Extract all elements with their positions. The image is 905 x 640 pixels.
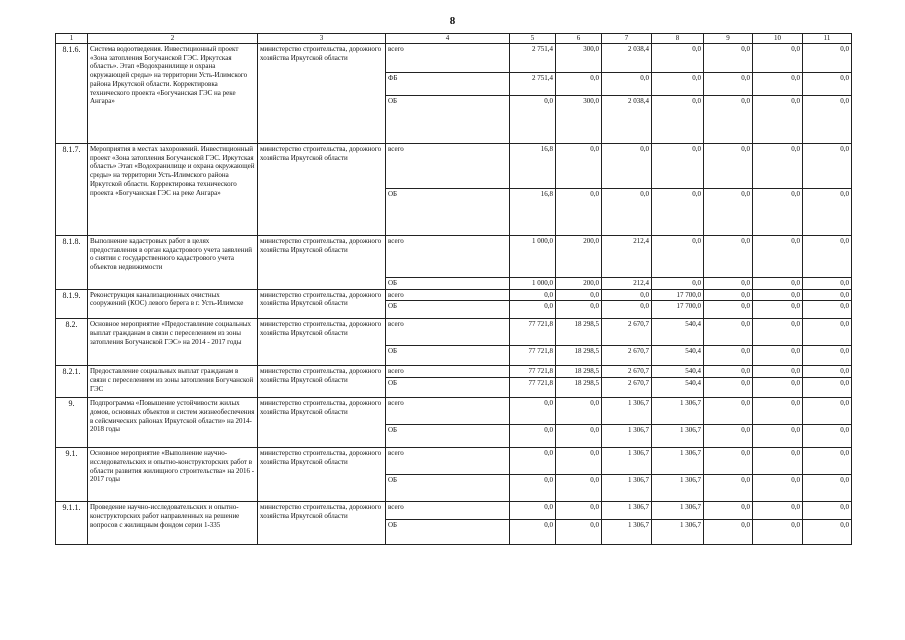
amount-cell: 1 306,7	[652, 475, 704, 502]
funding-source: ОБ	[386, 188, 510, 235]
amount-cell: 77 721,8	[510, 378, 556, 398]
amount-cell: 1 000,0	[510, 235, 556, 277]
responsible-executor: министерство строительства, дорожного хозяйства Иркутской области	[258, 366, 386, 398]
amount-cell: 0,0	[803, 235, 852, 277]
amount-cell: 1 306,7	[602, 398, 652, 425]
amount-cell: 0,0	[803, 475, 852, 502]
amount-cell: 0,0	[704, 235, 753, 277]
amount-cell: 0,0	[556, 398, 602, 425]
amount-cell: 0,0	[803, 188, 852, 235]
table-row	[56, 448, 852, 475]
amount-cell: 0,0	[602, 188, 652, 235]
item-code: 8.1.8.	[56, 235, 88, 289]
funding-source: всего	[386, 366, 510, 378]
table-row	[56, 319, 852, 346]
amount-cell: 0,0	[704, 520, 753, 545]
amount-cell: 0,0	[753, 520, 803, 545]
amount-cell: 77 721,8	[510, 366, 556, 378]
amount-cell: 0,0	[704, 398, 753, 425]
amount-cell: 0,0	[753, 235, 803, 277]
column-number: 1	[56, 34, 88, 44]
amount-cell: 0,0	[510, 448, 556, 475]
funding-source: ОБ	[386, 277, 510, 289]
amount-cell: 0,0	[510, 520, 556, 545]
item-name: Предоставление социальных выплат гражданам в связи с переселением из зоны затопления Богучанской ГЭС	[88, 366, 258, 398]
amount-cell: 0,0	[704, 346, 753, 366]
column-number: 2	[88, 34, 258, 44]
table-row	[56, 235, 852, 277]
amount-cell: 0,0	[704, 43, 753, 72]
amount-cell: 1 306,7	[652, 520, 704, 545]
amount-cell: 2 670,7	[602, 319, 652, 346]
amount-cell: 0,0	[753, 43, 803, 72]
amount-cell: 0,0	[803, 143, 852, 188]
amount-cell: 0,0	[510, 289, 556, 301]
funding-source: ФБ	[386, 72, 510, 95]
amount-cell: 2 038,4	[602, 95, 652, 143]
amount-cell: 0,0	[753, 319, 803, 346]
amount-cell: 0,0	[704, 289, 753, 301]
amount-cell: 300,0	[556, 43, 602, 72]
amount-cell: 0,0	[704, 301, 753, 319]
amount-cell: 2 751,4	[510, 43, 556, 72]
amount-cell: 1 306,7	[602, 520, 652, 545]
item-name: Основное мероприятие «Выполнение научно-исследовательских и опытно-конструкторских работ в области развития жилищного строительства» на 2016 - 2017 годы	[88, 448, 258, 502]
amount-cell: 18 298,5	[556, 378, 602, 398]
amount-cell: 212,4	[602, 277, 652, 289]
amount-cell: 0,0	[510, 425, 556, 448]
amount-cell: 18 298,5	[556, 366, 602, 378]
item-code: 8.1.7.	[56, 143, 88, 235]
amount-cell: 0,0	[803, 319, 852, 346]
funding-source: всего	[386, 319, 510, 346]
funding-source: всего	[386, 143, 510, 188]
amount-cell: 1 306,7	[652, 398, 704, 425]
column-number: 4	[386, 34, 510, 44]
amount-cell: 540,4	[652, 319, 704, 346]
amount-cell: 0,0	[753, 143, 803, 188]
amount-cell: 0,0	[652, 277, 704, 289]
amount-cell: 0,0	[704, 366, 753, 378]
column-number: 9	[704, 34, 753, 44]
funding-source: всего	[386, 502, 510, 520]
amount-cell: 0,0	[556, 301, 602, 319]
amount-cell: 0,0	[704, 502, 753, 520]
amount-cell: 0,0	[556, 425, 602, 448]
amount-cell: 0,0	[803, 346, 852, 366]
column-number: 8	[652, 34, 704, 44]
amount-cell: 212,4	[602, 235, 652, 277]
amount-cell: 0,0	[753, 378, 803, 398]
item-name: Подпрограмма «Повышение устойчивости жилых домов, основных объектов и систем жизнеобеспечения в сейсмических районах Иркутской области» на 2014-2018 годы	[88, 398, 258, 448]
amount-cell: 300,0	[556, 95, 602, 143]
responsible-executor: министерство строительства, дорожного хозяйства Иркутской области	[258, 235, 386, 289]
responsible-executor: министерство строительства, дорожного хозяйства Иркутской области	[258, 43, 386, 143]
amount-cell: 540,4	[652, 366, 704, 378]
amount-cell: 0,0	[556, 143, 602, 188]
amount-cell: 1 306,7	[652, 425, 704, 448]
amount-cell: 0,0	[510, 398, 556, 425]
amount-cell: 0,0	[510, 475, 556, 502]
amount-cell: 1 306,7	[652, 448, 704, 475]
column-number: 3	[258, 34, 386, 44]
amount-cell: 77 721,8	[510, 319, 556, 346]
amount-cell: 0,0	[652, 188, 704, 235]
funding-source: ОБ	[386, 475, 510, 502]
item-code: 8.2.	[56, 319, 88, 366]
amount-cell: 200,0	[556, 235, 602, 277]
amount-cell: 1 306,7	[652, 502, 704, 520]
amount-cell: 2 670,7	[602, 366, 652, 378]
amount-cell: 0,0	[803, 378, 852, 398]
amount-cell: 0,0	[753, 188, 803, 235]
amount-cell: 0,0	[753, 475, 803, 502]
amount-cell: 1 306,7	[602, 502, 652, 520]
item-code: 8.1.9.	[56, 289, 88, 319]
item-name: Реконструкция канализационных очистных сооружений (КОС) левого берега в г. Усть-Илимске	[88, 289, 258, 319]
item-name: Выполнение кадастровых работ в целях предоставления в орган кадастрового учета заявлений о снятии с государственного кадастрового учета объектов недвижимости	[88, 235, 258, 289]
amount-cell: 0,0	[704, 143, 753, 188]
column-number: 5	[510, 34, 556, 44]
amount-cell: 0,0	[652, 43, 704, 72]
amount-cell: 0,0	[753, 72, 803, 95]
column-number: 7	[602, 34, 652, 44]
item-code: 9.1.	[56, 448, 88, 502]
responsible-executor: министерство строительства, дорожного хозяйства Иркутской области	[258, 502, 386, 545]
amount-cell: 2 670,7	[602, 378, 652, 398]
amount-cell: 0,0	[704, 72, 753, 95]
amount-cell: 2 670,7	[602, 346, 652, 366]
amount-cell: 0,0	[753, 366, 803, 378]
amount-cell: 0,0	[803, 448, 852, 475]
amount-cell: 0,0	[803, 289, 852, 301]
table-row	[56, 398, 852, 425]
amount-cell: 0,0	[556, 188, 602, 235]
item-code: 9.	[56, 398, 88, 448]
responsible-executor: министерство строительства, дорожного хозяйства Иркутской области	[258, 143, 386, 235]
table-row	[56, 43, 852, 72]
amount-cell: 17 700,0	[652, 289, 704, 301]
amount-cell: 0,0	[556, 72, 602, 95]
funding-source: ОБ	[386, 346, 510, 366]
table-row	[56, 143, 852, 188]
amount-cell: 0,0	[652, 72, 704, 95]
amount-cell: 0,0	[556, 502, 602, 520]
funding-source: ОБ	[386, 425, 510, 448]
funding-source: всего	[386, 235, 510, 277]
column-number-row	[56, 34, 852, 44]
amount-cell: 0,0	[753, 346, 803, 366]
amount-cell: 0,0	[704, 188, 753, 235]
amount-cell: 0,0	[556, 289, 602, 301]
table-row	[56, 502, 852, 520]
amount-cell: 0,0	[704, 319, 753, 346]
amount-cell: 540,4	[652, 346, 704, 366]
amount-cell: 1 306,7	[602, 448, 652, 475]
amount-cell: 0,0	[753, 95, 803, 143]
amount-cell: 0,0	[602, 289, 652, 301]
amount-cell: 2 751,4	[510, 72, 556, 95]
amount-cell: 0,0	[510, 502, 556, 520]
amount-cell: 0,0	[803, 366, 852, 378]
amount-cell: 0,0	[753, 425, 803, 448]
amount-cell: 0,0	[556, 475, 602, 502]
amount-cell: 0,0	[803, 95, 852, 143]
table-row	[56, 366, 852, 378]
amount-cell: 0,0	[510, 301, 556, 319]
amount-cell: 540,4	[652, 378, 704, 398]
amount-cell: 16,8	[510, 143, 556, 188]
amount-cell: 1 306,7	[602, 425, 652, 448]
amount-cell: 0,0	[652, 143, 704, 188]
amount-cell: 18 298,5	[556, 346, 602, 366]
amount-cell: 0,0	[753, 502, 803, 520]
amount-cell: 18 298,5	[556, 319, 602, 346]
amount-cell: 1 000,0	[510, 277, 556, 289]
funding-source: всего	[386, 43, 510, 72]
responsible-executor: министерство строительства, дорожного хозяйства Иркутской области	[258, 319, 386, 366]
amount-cell: 1 306,7	[602, 475, 652, 502]
item-name: Проведение научно-исследовательских и опытно-конструкторских работ направленных на решение вопросов с жилищным фондом серии 1-335	[88, 502, 258, 545]
column-number: 10	[753, 34, 803, 44]
amount-cell: 0,0	[753, 398, 803, 425]
amount-cell: 0,0	[753, 301, 803, 319]
funding-source: всего	[386, 289, 510, 301]
column-number: 6	[556, 34, 602, 44]
page-number: 8	[449, 15, 456, 27]
funding-source: ОБ	[386, 520, 510, 545]
amount-cell: 0,0	[803, 520, 852, 545]
amount-cell: 0,0	[803, 277, 852, 289]
amount-cell: 0,0	[753, 289, 803, 301]
amount-cell: 0,0	[803, 398, 852, 425]
amount-cell: 0,0	[803, 43, 852, 72]
amount-cell: 0,0	[704, 425, 753, 448]
amount-cell: 0,0	[602, 72, 652, 95]
table-row	[56, 289, 852, 301]
amount-cell: 17 700,0	[652, 301, 704, 319]
amount-cell: 0,0	[602, 143, 652, 188]
funding-source: ОБ	[386, 301, 510, 319]
funding-source: всего	[386, 398, 510, 425]
amount-cell: 200,0	[556, 277, 602, 289]
amount-cell: 0,0	[704, 448, 753, 475]
funding-source: ОБ	[386, 95, 510, 143]
budget-table	[55, 33, 852, 545]
amount-cell: 0,0	[753, 448, 803, 475]
amount-cell: 77 721,8	[510, 346, 556, 366]
item-code: 9.1.1.	[56, 502, 88, 545]
amount-cell: 0,0	[803, 301, 852, 319]
amount-cell: 16,8	[510, 188, 556, 235]
amount-cell: 2 038,4	[602, 43, 652, 72]
amount-cell: 0,0	[803, 72, 852, 95]
amount-cell: 0,0	[753, 277, 803, 289]
amount-cell: 0,0	[652, 235, 704, 277]
funding-source: всего	[386, 448, 510, 475]
item-code: 8.2.1.	[56, 366, 88, 398]
amount-cell: 0,0	[704, 475, 753, 502]
funding-source: ОБ	[386, 378, 510, 398]
amount-cell: 0,0	[704, 277, 753, 289]
amount-cell: 0,0	[556, 448, 602, 475]
amount-cell: 0,0	[803, 425, 852, 448]
amount-cell: 0,0	[510, 95, 556, 143]
amount-cell: 0,0	[652, 95, 704, 143]
responsible-executor: министерство строительства, дорожного хозяйства Иркутской области	[258, 398, 386, 448]
responsible-executor: министерство строительства, дорожного хозяйства Иркутской области	[258, 289, 386, 319]
amount-cell: 0,0	[803, 502, 852, 520]
item-code: 8.1.6.	[56, 43, 88, 143]
responsible-executor: министерство строительства, дорожного хозяйства Иркутской области	[258, 448, 386, 502]
amount-cell: 0,0	[556, 520, 602, 545]
amount-cell: 0,0	[704, 95, 753, 143]
table-body	[56, 43, 852, 544]
item-name: Основное мероприятие «Предоставление социальных выплат гражданам в связи с переселением из зоны затопления Богучанской ГЭС» на 2014 - 2017 годы	[88, 319, 258, 366]
column-number: 11	[803, 34, 852, 44]
item-name: Мероприятия в местах захоронений. Инвестиционный проект «Зона затопления Богучанской ГЭС. Иркутская область» Этап «Водохранилище и охрана окружающей среды» на территории Усть-Илимского района Иркутской области. Корректировка технического проекта «Богучанская ГЭС на реке Ангара»	[88, 143, 258, 235]
item-name: Система водоотведения. Инвестиционный проект «Зона затопления Богучанской ГЭС. Иркутская область». Этап «Водохранилище и охрана окружающей среды» на территории Усть-Илимского района Иркутской области. Корректировка технического проекта «Богучанская ГЭС на реке Ангара»	[88, 43, 258, 143]
amount-cell: 0,0	[704, 378, 753, 398]
amount-cell: 0,0	[602, 301, 652, 319]
